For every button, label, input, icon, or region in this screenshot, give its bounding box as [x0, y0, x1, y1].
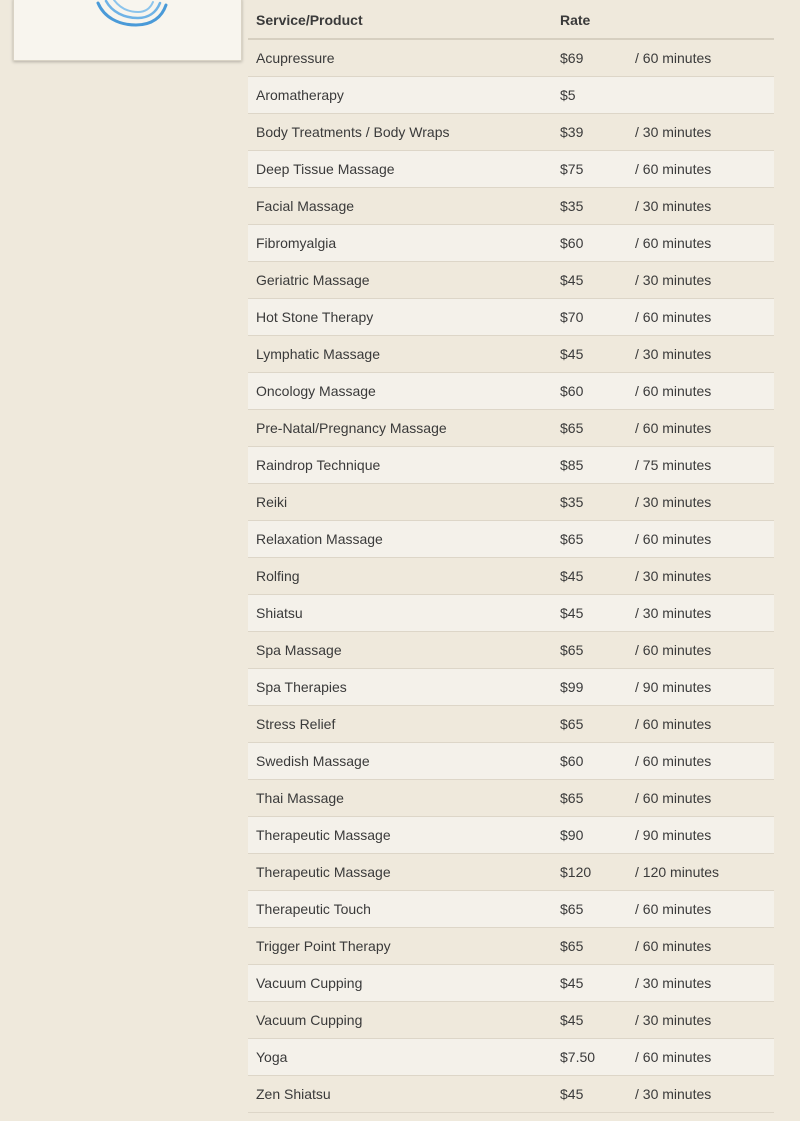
- service-price: $65: [560, 531, 584, 547]
- table-row: [248, 595, 774, 632]
- service-price: $75: [560, 161, 584, 177]
- service-price: $65: [560, 938, 584, 954]
- table-row: [248, 1039, 774, 1076]
- service-name: Thai Massage: [256, 790, 344, 806]
- service-duration: / 60 minutes: [635, 420, 712, 436]
- table-row: [248, 373, 774, 410]
- table-row: [248, 484, 774, 521]
- table-row: [248, 1076, 774, 1113]
- service-price: $85: [560, 457, 584, 473]
- service-price: $65: [560, 790, 584, 806]
- table-row: [248, 410, 774, 447]
- service-name: Geriatric Massage: [256, 272, 370, 288]
- table-row: [248, 891, 774, 928]
- service-duration: / 30 minutes: [635, 568, 712, 584]
- service-price: $65: [560, 716, 584, 732]
- table-row: [248, 521, 774, 558]
- service-price: $45: [560, 568, 584, 584]
- service-price: $35: [560, 494, 584, 510]
- service-name: Swedish Massage: [256, 753, 370, 769]
- table-row: [248, 447, 774, 484]
- table-row: [248, 706, 774, 743]
- service-duration: / 90 minutes: [635, 827, 712, 843]
- service-name: Therapeutic Massage: [256, 864, 391, 880]
- service-name: Yoga: [256, 1049, 288, 1065]
- service-name: Relaxation Massage: [256, 531, 383, 547]
- table-row: [248, 114, 774, 151]
- table-row: [248, 669, 774, 706]
- service-duration: / 30 minutes: [635, 272, 712, 288]
- service-duration: / 30 minutes: [635, 346, 712, 362]
- service-duration: / 30 minutes: [635, 1012, 712, 1028]
- table-row: [248, 928, 774, 965]
- table-row: [248, 965, 774, 1002]
- service-duration: / 60 minutes: [635, 235, 712, 251]
- service-duration: / 60 minutes: [635, 753, 712, 769]
- service-price: $60: [560, 383, 584, 399]
- header-rate: Rate: [560, 11, 591, 28]
- service-price: $45: [560, 1012, 584, 1028]
- service-name: Rolfing: [256, 568, 300, 584]
- pricing-table: [248, 1, 774, 1113]
- service-name: Therapeutic Touch: [256, 901, 371, 917]
- service-name: Therapeutic Massage: [256, 827, 391, 843]
- service-name: Aromatherapy: [256, 87, 344, 103]
- service-price: $65: [560, 420, 584, 436]
- service-duration: / 60 minutes: [635, 309, 712, 325]
- service-duration: / 30 minutes: [635, 494, 712, 510]
- service-duration: / 60 minutes: [635, 716, 712, 732]
- table-row: [248, 151, 774, 188]
- service-name: Acupressure: [256, 50, 335, 66]
- table-row: [248, 40, 774, 77]
- service-duration: / 60 minutes: [635, 938, 712, 954]
- service-name: Lymphatic Massage: [256, 346, 380, 362]
- table-row: [248, 632, 774, 669]
- service-duration: / 60 minutes: [635, 383, 712, 399]
- table-row: [248, 336, 774, 373]
- service-duration: / 30 minutes: [635, 975, 712, 991]
- service-duration: / 60 minutes: [635, 901, 712, 917]
- table-row: [248, 299, 774, 336]
- service-name: Oncology Massage: [256, 383, 376, 399]
- service-duration: / 90 minutes: [635, 679, 712, 695]
- service-name: Deep Tissue Massage: [256, 161, 395, 177]
- service-duration: / 60 minutes: [635, 1049, 712, 1065]
- service-duration: / 30 minutes: [635, 198, 712, 214]
- service-duration: / 60 minutes: [635, 790, 712, 806]
- service-duration: / 75 minutes: [635, 457, 712, 473]
- service-price: $69: [560, 50, 584, 66]
- table-row: [248, 743, 774, 780]
- service-duration: / 60 minutes: [635, 161, 712, 177]
- service-name: Hot Stone Therapy: [256, 309, 374, 325]
- service-name: Facial Massage: [256, 198, 355, 214]
- service-name: Raindrop Technique: [256, 457, 381, 473]
- service-price: $7.50: [560, 1049, 596, 1065]
- service-price: $39: [560, 124, 584, 140]
- service-name: Body Treatments / Body Wraps: [256, 124, 450, 140]
- service-name: Trigger Point Therapy: [256, 938, 391, 954]
- service-price: $45: [560, 346, 584, 362]
- table-row: [248, 225, 774, 262]
- service-price: $99: [560, 679, 584, 695]
- table-row: [248, 188, 774, 225]
- table-row: [248, 817, 774, 854]
- service-duration: / 30 minutes: [635, 124, 712, 140]
- service-name: Fibromyalgia: [256, 235, 337, 251]
- service-name: Spa Massage: [256, 642, 342, 658]
- service-duration: / 30 minutes: [635, 605, 712, 621]
- table-row: [248, 558, 774, 595]
- table-body: [248, 40, 774, 1113]
- service-name: Vacuum Cupping: [256, 975, 363, 991]
- service-price: $90: [560, 827, 584, 843]
- service-name: Reiki: [256, 494, 288, 510]
- service-price: $45: [560, 605, 584, 621]
- table-row: [248, 262, 774, 299]
- service-price: $120: [560, 864, 592, 880]
- table-row: [248, 780, 774, 817]
- service-name: Spa Therapies: [256, 679, 347, 695]
- logo-card[interactable]: [13, 0, 242, 61]
- service-duration: / 120 minutes: [635, 864, 720, 880]
- swirl-logo-icon: [14, 0, 241, 60]
- service-duration: / 60 minutes: [635, 531, 712, 547]
- table-row: [248, 1002, 774, 1039]
- service-price: $70: [560, 309, 584, 325]
- service-price: $35: [560, 198, 584, 214]
- service-price: $45: [560, 1086, 584, 1102]
- service-price: $60: [560, 753, 584, 769]
- service-price: $65: [560, 901, 584, 917]
- service-duration: / 60 minutes: [635, 50, 712, 66]
- table-row: [248, 77, 774, 114]
- header-service: Service/Product: [256, 11, 363, 28]
- service-name: Zen Shiatsu: [256, 1086, 331, 1102]
- service-duration: / 30 minutes: [635, 1086, 712, 1102]
- service-price: $45: [560, 272, 584, 288]
- service-price: $60: [560, 235, 584, 251]
- service-duration: / 60 minutes: [635, 642, 712, 658]
- service-name: Shiatsu: [256, 605, 303, 621]
- table-header: [248, 1, 774, 40]
- service-price: $45: [560, 975, 584, 991]
- table-row: [248, 854, 774, 891]
- service-name: Vacuum Cupping: [256, 1012, 363, 1028]
- service-price: $5: [560, 87, 576, 103]
- service-name: Pre-Natal/Pregnancy Massage: [256, 420, 447, 436]
- service-price: $65: [560, 642, 584, 658]
- service-name: Stress Relief: [256, 716, 336, 732]
